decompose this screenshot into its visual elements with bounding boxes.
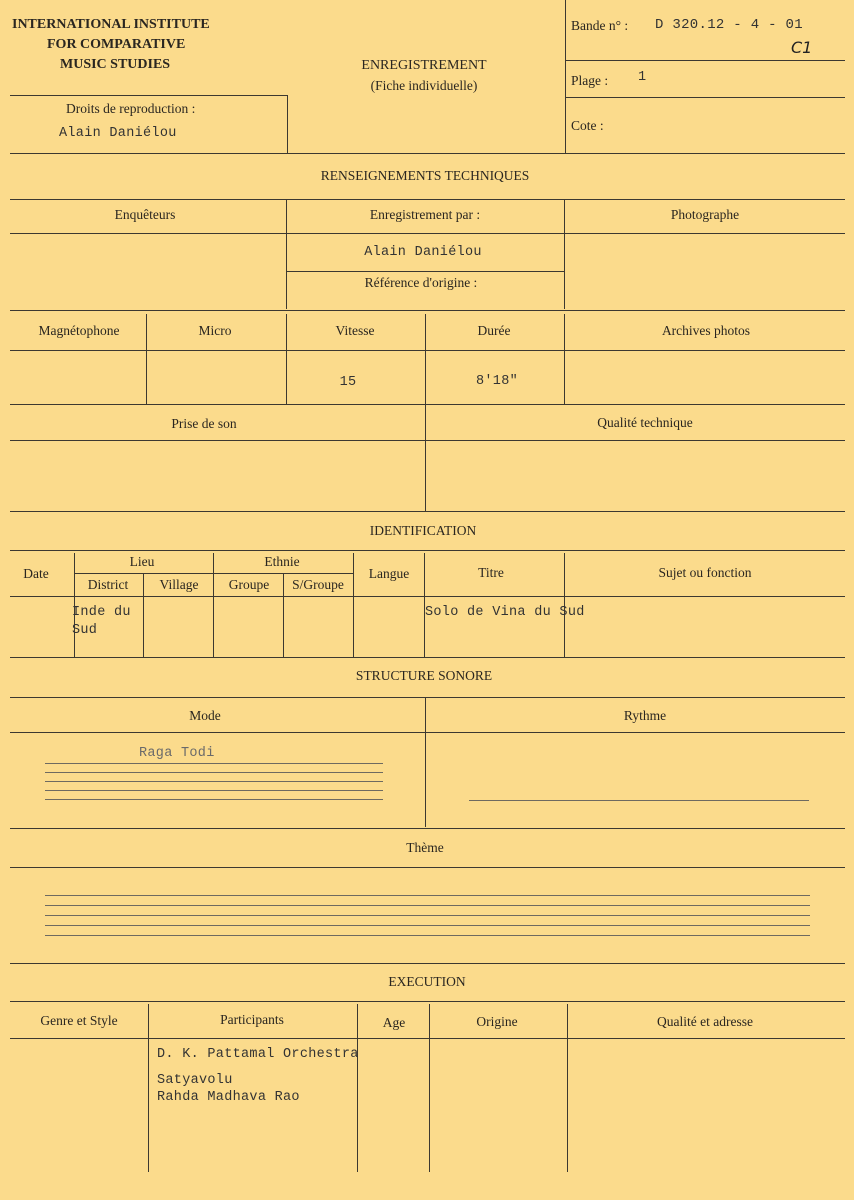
divider <box>10 1038 845 1039</box>
participants-label: Participants <box>220 1012 284 1027</box>
divider <box>10 963 845 964</box>
divider <box>213 553 214 657</box>
tape-annotation: C1 <box>791 38 813 57</box>
writing-line <box>45 905 810 906</box>
photographer-label: Photographe <box>670 207 740 222</box>
duration-value: 8'18" <box>475 374 519 389</box>
writing-line <box>45 781 383 782</box>
divider <box>287 95 288 153</box>
divider <box>10 657 845 658</box>
mode-value: Raga Todi <box>139 746 215 761</box>
rights-value: Alain Daniélou <box>59 126 177 141</box>
divider <box>565 97 845 98</box>
divider <box>564 199 565 309</box>
writing-line <box>469 800 809 801</box>
district-label: District <box>87 577 129 592</box>
theme-label: Thème <box>406 840 444 855</box>
institute-name-line-2: FOR COMPARATIVE <box>47 37 186 52</box>
rhythm-label: Rythme <box>623 708 667 723</box>
date-label: Date <box>23 566 49 581</box>
divider <box>148 1004 149 1172</box>
age-label: Age <box>382 1015 406 1030</box>
participant-3: Rahda Madhava Rao <box>157 1090 300 1105</box>
technical-quality-label: Qualité technique <box>597 415 693 430</box>
divider <box>565 60 845 61</box>
divider <box>286 314 287 404</box>
divider <box>10 350 845 351</box>
divider <box>10 511 845 512</box>
district-value-line-2: Sud <box>72 623 98 638</box>
track-label: Plage : <box>571 73 609 88</box>
execution-section-title: EXECUTION <box>388 974 466 989</box>
place-label: Lieu <box>129 554 155 569</box>
divider <box>564 314 565 404</box>
divider <box>10 697 845 698</box>
writing-line <box>45 935 810 936</box>
ethnicity-label: Ethnie <box>264 554 300 569</box>
district-value-line-1: Inde du <box>72 605 131 620</box>
divider <box>143 574 144 657</box>
village-label: Village <box>159 577 199 592</box>
divider <box>10 199 845 200</box>
mic-label: Micro <box>198 323 232 338</box>
tape-number-value: D 320.12 - 4 - 01 <box>655 17 803 33</box>
form-title: ENREGISTREMENT <box>361 58 487 73</box>
divider <box>353 553 354 657</box>
origin-label: Origine <box>476 1014 518 1029</box>
writing-line <box>45 763 383 764</box>
track-value: 1 <box>638 70 647 85</box>
speed-value: 15 <box>339 375 357 390</box>
divider <box>10 404 845 405</box>
participant-2: Satyavolu <box>157 1073 233 1088</box>
group-label: Groupe <box>228 577 270 592</box>
divider <box>10 596 845 597</box>
photo-archives-label: Archives photos <box>661 323 751 338</box>
duration-label: Durée <box>477 323 511 338</box>
divider <box>429 1004 430 1172</box>
divider <box>286 271 564 272</box>
recorded-by-value: Alain Daniélou <box>364 245 482 260</box>
participant-1: D. K. Pattamal Orchestra <box>157 1047 359 1062</box>
divider <box>425 314 426 404</box>
divider <box>565 0 566 153</box>
divider <box>283 574 284 657</box>
sound-capture-label: Prise de son <box>171 416 237 431</box>
genre-style-label: Genre et Style <box>40 1013 118 1028</box>
institute-name-line-1: INTERNATIONAL INSTITUTE <box>12 17 210 32</box>
quality-address-label: Qualité et adresse <box>657 1014 753 1029</box>
title-label: Titre <box>478 565 504 580</box>
divider <box>286 199 287 309</box>
divider <box>10 867 845 868</box>
mode-label: Mode <box>189 708 221 723</box>
writing-line <box>45 895 810 896</box>
subject-label: Sujet ou fonction <box>658 565 752 580</box>
divider <box>10 233 845 234</box>
divider <box>146 314 147 404</box>
writing-line <box>45 915 810 916</box>
identification-section-title: IDENTIFICATION <box>369 523 477 538</box>
divider <box>10 310 845 311</box>
rights-label: Droits de reproduction : <box>66 101 196 116</box>
technical-section-title: RENSEIGNEMENTS TECHNIQUES <box>320 168 530 183</box>
divider <box>10 732 845 733</box>
divider <box>425 404 426 511</box>
subgroup-label: S/Groupe <box>292 577 344 592</box>
language-label: Langue <box>368 566 410 581</box>
form-subtitle: (Fiche individuelle) <box>370 78 478 93</box>
structure-section-title: STRUCTURE SONORE <box>355 668 493 683</box>
divider <box>567 1004 568 1172</box>
divider <box>10 828 845 829</box>
title-value: Solo de Vina du Sud <box>425 605 585 620</box>
divider <box>10 550 845 551</box>
cote-label: Cote : <box>571 118 604 133</box>
investigators-label: Enquêteurs <box>114 207 176 222</box>
divider <box>425 697 426 827</box>
writing-line <box>45 799 383 800</box>
writing-line <box>45 925 810 926</box>
writing-line <box>45 772 383 773</box>
divider <box>10 153 845 154</box>
recorded-by-label: Enregistrement par : <box>369 207 481 222</box>
divider <box>357 1004 358 1172</box>
tape-number-label: Bande n° : <box>571 18 629 33</box>
divider <box>10 440 845 441</box>
speed-label: Vitesse <box>335 323 375 338</box>
origin-reference-label: Référence d'origine : <box>364 275 478 290</box>
writing-line <box>45 790 383 791</box>
divider <box>10 95 287 96</box>
divider <box>10 1001 845 1002</box>
institute-name-line-3: MUSIC STUDIES <box>60 57 171 72</box>
tape-recorder-label: Magnétophone <box>38 323 120 338</box>
